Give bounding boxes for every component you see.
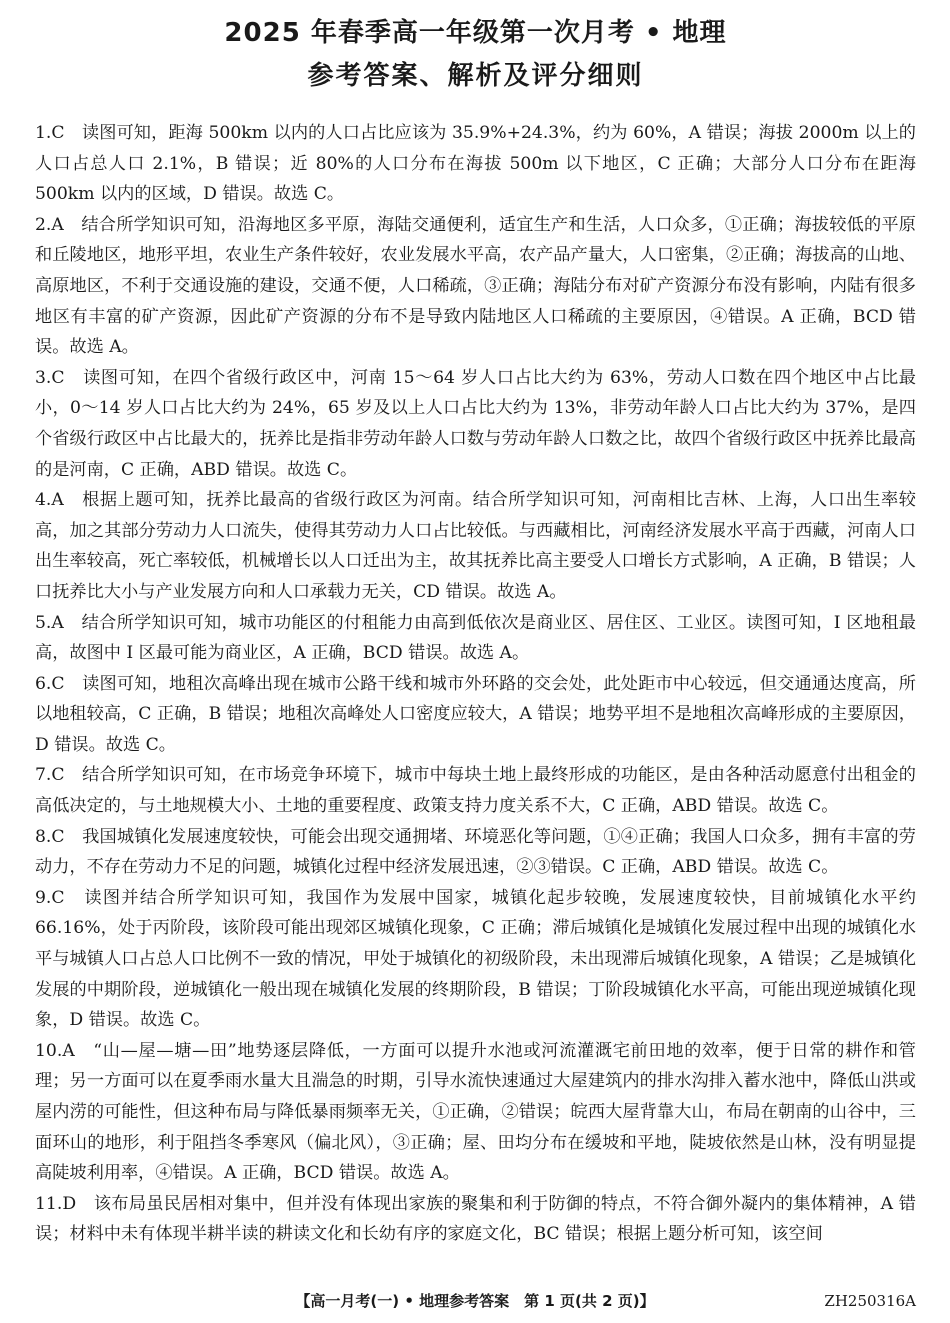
- answer-item-5: 5.A 结合所学知识可知，城市功能区的付租能力由高到低依次是商业区、居住区、工业区。读图可知，I 区地租最高，故图中 I 区最可能为商业区，A 正确，BCD 错误。故选 A。: [35, 612, 916, 664]
- answer-item-3: 3.C 读图可知，在四个省级行政区中，河南 15～64 岁人口占比大约为 63%，劳动人口数在四个地区中占比最小，0～14 岁人口占比大约为 24%，65 岁及以上人口占比大约为 13%，非劳动年龄人口占比大约为 37%，是四个省级行政区中占比最大的，抚养比是指非劳动年龄人口数与劳动年龄人口数之比，故四个省级行政区中抚养比最高的是河南，C 正确，ABD 错误。故选 C。: [35, 367, 916, 480]
- page-title: 2025 年春季高一年级第一次月考 • 地理: [224, 18, 727, 48]
- footer-page-info: 【高一月考(一) • 地理参考答案 第 1 页(共 2 页)】: [295, 1292, 655, 1310]
- answer-item-1: 1.C 读图可知，距海 500km 以内的人口占比应该为 35.9%+24.3%，约为 60%，A 错误；海拔 2000m 以上的人口占总人口 2.1%，B 错误；近 80%的人口分布在海拔 500m 以下地区，C 正确；大部分人口分布在距海 500km 以内的区域，D 错误。故选 C。: [35, 123, 916, 205]
- answer-item-4: 4.A 根据上题可知，抚养比最高的省级行政区为河南。结合所学知识可知，河南相比吉林、上海，人口出生率较高，加之其部分劳动力人口流失，使得其劳动力人口占比较低。与西藏相比，河南经济发展水平高于西藏，河南人口出生率较高，死亡率较低，机械增长以人口迁出为主，故其抚养比高主要受人口增长方式影响，A 正确，B 错误；人口抚养比大小与产业发展方向和人口承载力无关，CD 错误。故选 A。: [35, 490, 916, 602]
- answer-item-2: 2.A 结合所学知识可知，沿海地区多平原，海陆交通便利，适宜生产和生活，人口众多，①正确；海拔较低的平原和丘陵地区，地形平坦，农业生产条件较好，农业发展水平高，农产品产量大，人口密集，②正确；海拔高的山地、高原地区，不利于交通设施的建设，交通不便，人口稀疏，③正确；海陆分布对矿产资源分布没有影响，内陆有很多地区有丰富的矿产资源，因此矿产资源的分布不是导致内陆地区人口稀疏的主要原因，④错误。A 正确，BCD 错误。故选 A。: [35, 214, 916, 358]
- answer-item-11: 11.D 该布局虽民居相对集中，但并没有体现出家族的聚集和利于防御的特点，不符合御外凝内的集体精神，A 错误；材料中未有体现半耕半读的耕读文化和长幼有序的家庭文化，BC 错误；根据上题分析可知，该空间: [35, 1193, 916, 1245]
- answer-item-8: 8.C 我国城镇化发展速度较快，可能会出现交通拥堵、环境恶化等问题，①④正确；我国人口众多，拥有丰富的劳动力，不存在劳动力不足的问题，城镇化过程中经济发展迅速，②③错误。C 正确，ABD 错误。故选 C。: [35, 826, 916, 878]
- answer-list: [35, 118, 916, 1250]
- footer-doc-code: ZH250316A: [824, 1292, 916, 1310]
- page-subtitle: 参考答案、解析及评分细则: [307, 61, 644, 91]
- page-footer: [0, 1286, 950, 1316]
- answer-item-7: 7.C 结合所学知识可知，在市场竞争环境下，城市中每块土地上最终形成的功能区，是由各种活动愿意付出租金的高低决定的，与土地规模大小、土地的重要程度、政策支持力度关系不大，C 正确，ABD 错误。故选 C。: [35, 765, 916, 817]
- answer-item-6: 6.C 读图可知，地租次高峰出现在城市公路干线和城市外环路的交会处，此处距市中心较远，但交通通达度高，所以地租较高，C 正确，B 错误；地租次高峰处人口密度应较大，A 错误；地势平坦不是地租次高峰形成的主要原因，D 错误。故选 C。: [35, 673, 916, 755]
- answer-item-9: 9.C 读图并结合所学知识可知，我国作为发展中国家，城镇化起步较晚，发展速度较快，目前城镇化水平约 66.16%，处于丙阶段，该阶段可能出现郊区城镇化现象，C 正确；滞后城镇化是城镇化发展过程中出现的城镇化水平与城镇人口占总人口比例不一致的情况，甲处于城镇化的初级阶段，未出现滞后城镇化现象，A 错误；乙是城镇化发展的中期阶段，逆城镇化一般出现在城镇化发展的终期阶段，B 错误；丁阶段城镇化水平高，可能出现逆城镇化现象，D 错误。故选 C。: [35, 887, 916, 1031]
- answer-item-10: 10.A “山—屋—塘—田”地势逐层降低，一方面可以提升水池或河流灌溉宅前田地的效率，便于日常的耕作和管理；另一方面可以在夏季雨水量大且湍急的时期，引导水流快速通过大屋建筑内的排水沟排入蓄水池中，降低山洪或屋内涝的可能性，但这种布局与降低暴雨频率无关，①正确，②错误；皖西大屋背靠大山，布局在朝南的山谷中，三面环山的地形，利于阻挡冬季寒风（偏北风），③正确；屋、田均分布在缓坡和平地，陡坡依然是山林，没有明显提高陡坡利用率，④错误。A 正确，BCD 错误。故选 A。: [35, 1040, 916, 1184]
